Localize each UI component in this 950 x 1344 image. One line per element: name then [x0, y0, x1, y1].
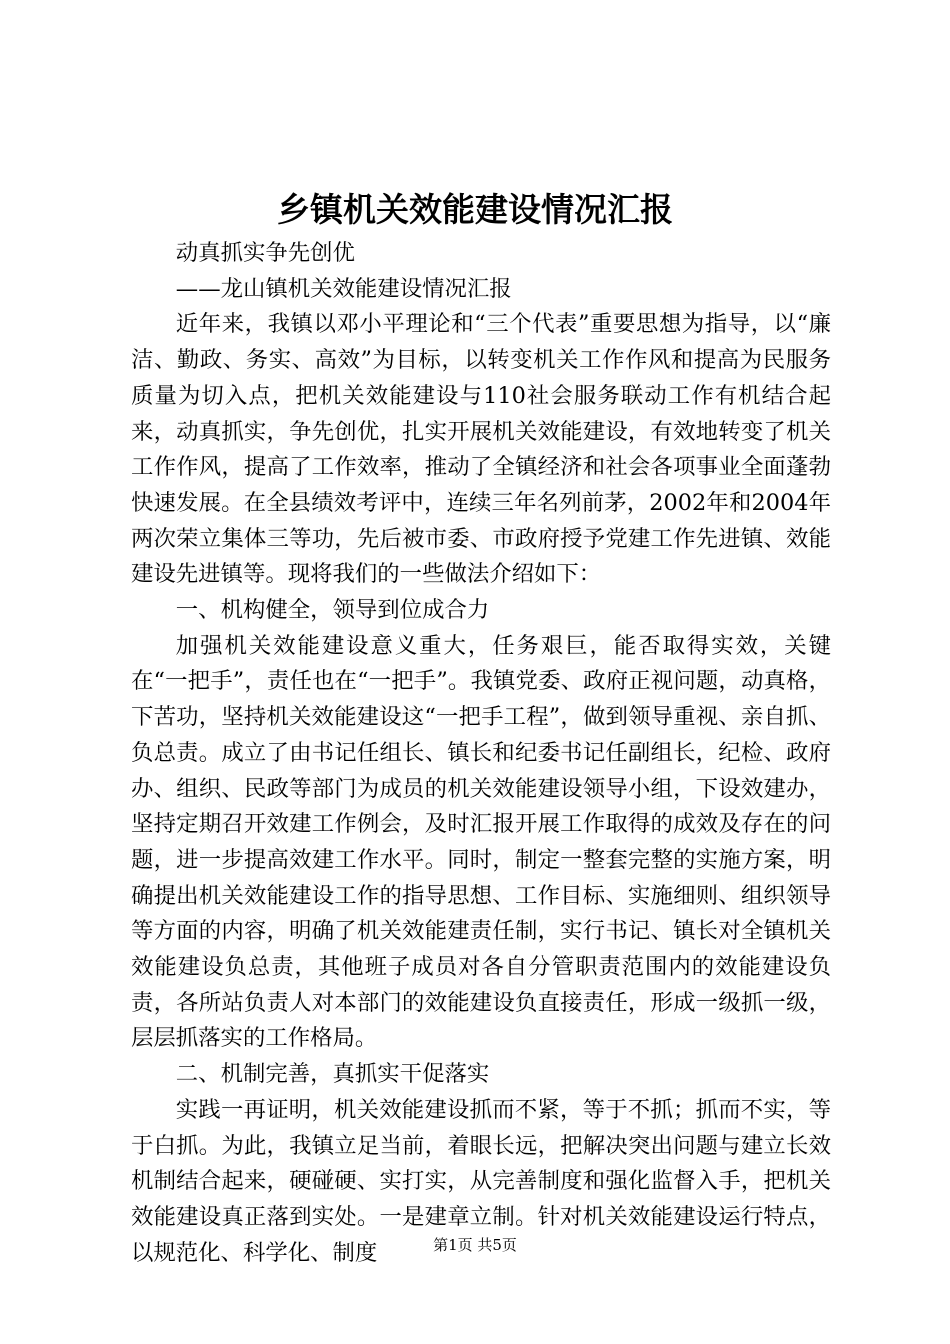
- page-number-footer: 第1页 共5页: [433, 1236, 517, 1254]
- section-heading-2: 二、机制完善，真抓实干促落实: [175, 1061, 490, 1088]
- paragraph-section-1: 加强机关效能建设意义重大，任务艰巨，能否取得实效，关键在“一把手”，责任也在“一把手”。我镇党委、政府正视问题，动真格，下苦功，坚持机关效能建设这“一把手工程”，做到领导重视、亲自抓、负总责。成立了由书记任组长、镇长和纪委书记任副组长，纪检、政府办、组织、民政等部门为成员的机关效能建设领导小组，下设效建办，坚持定期召开效建工作例会，及时汇报开展工作取得的成效及存在的问题，进一步提高效建工作水平。同时，制定一整套完整的实施方案，明确提出机关效能建设工作的指导思想、工作目标、实施细则、组织领导等方面的内容，明确了机关效能建责任制，实行书记、镇长对全镇机关效能建设负总责，其他班子成员对各自分管职责范围内的效能建设负责，各所站负责人对本部门的效能建设负直接责任，形成一级抓一级，层层抓落实的工作格局。: [131, 632, 831, 1052]
- paragraph-section-2: 实践一再证明，机关效能建设抓而不紧，等于不抓；抓而不实，等于白抓。为此，我镇立足当前，着眼长远，把解决突出问题与建立长效机制结合起来，硬碰硬、实打实，从完善制度和强化监督入手，把机关效能建设真正落到实处。一是建章立制。针对机关效能建设运行特点，以规范化、科学化、制度: [131, 1096, 831, 1266]
- subtitle-report-line: ——龙山镇机关效能建设情况汇报: [175, 275, 512, 302]
- document-body: [131, 236, 831, 1271]
- section-heading-1: 一、机构健全，领导到位成合力: [175, 597, 490, 624]
- document-title: 乡镇机关效能建设情况汇报: [277, 190, 673, 229]
- subtitle-line: 动真抓实争先创优: [175, 240, 355, 266]
- paragraph-intro: 近年来，我镇以邓小平理论和“三个代表”重要思想为指导，以“廉洁、勤政、务实、高效”为目标，以转变机关工作作风和提高为民服务质量为切入点，把机关效能建设与110社会服务联动工作有机结合起来，动真抓实，争先创优，扎实开展机关效能建设，有效地转变了机关工作作风，提高了工作效率，推动了全镇经济和社会各项事业全面蓬勃快速发展。在全县绩效考评中，连续三年名列前茅，2002年和2004年两次荣立集体三等功，先后被市委、市政府授予党建工作先进镇、效能建设先进镇等。现将我们的一些做法介绍如下：: [131, 311, 831, 588]
